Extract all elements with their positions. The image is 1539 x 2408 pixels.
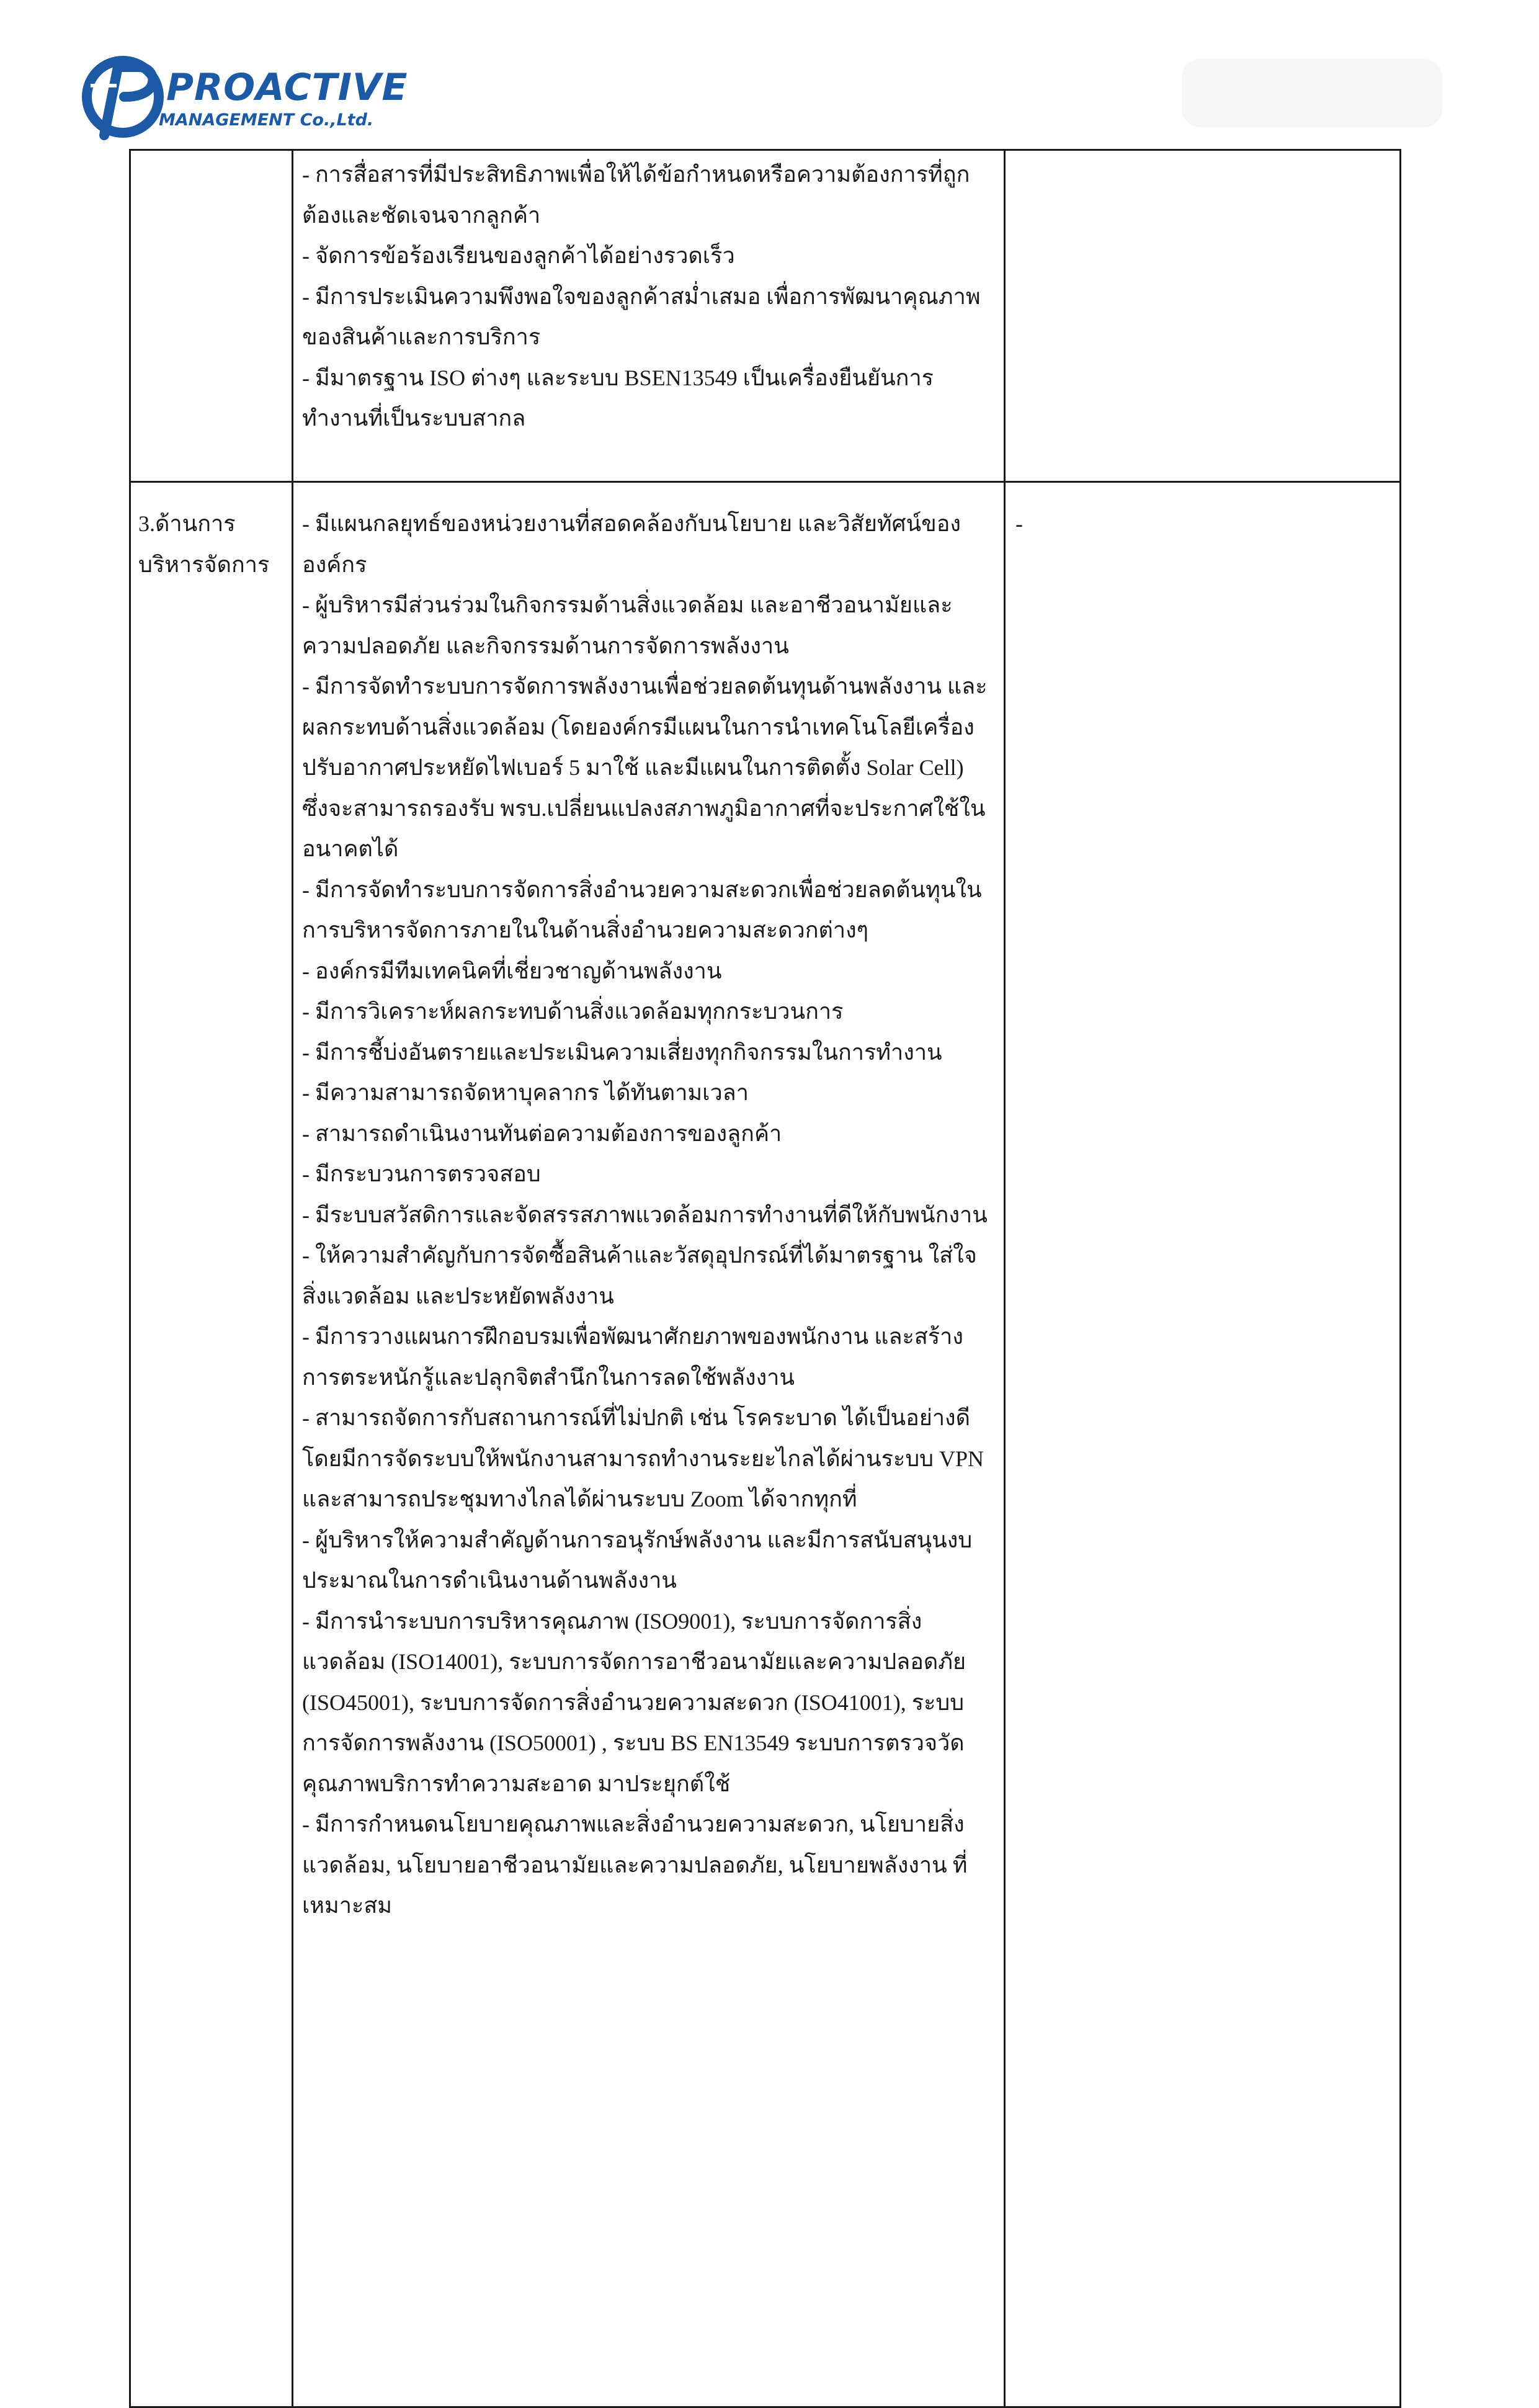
logo-wordmark: PROACTIVE (166, 66, 408, 109)
table-row (130, 150, 1401, 482)
logo-subtitle: MANAGEMENT Co.,Ltd. (159, 110, 374, 130)
note-text: - (1015, 511, 1023, 536)
table-row (130, 482, 1401, 2407)
content-table (129, 149, 1401, 2408)
category-text: 3.ด้านการบริหารจัดการ (138, 511, 270, 577)
details-text: - มีแผนกลยุทธ์ของหน่วยงานที่สอดคล้องกับนโยบาย และวิสัยทัศน์ขององค์กร - ผู้บริหารมีส่วนร่วมในกิจกรรมด้านสิ่งแวดล้อม และอาชีวอนามัยและความปลอดภัย และกิจกรรมด้านการจัดการพลังงาน - มีการจัดทำระบบการจัดการพลังงานเพื่อช่วยลดต้นทุนด้านพลังงาน และผลกระทบด้านสิ่งแวดล้อม (โดยองค์กรมีแผนในการนำเทคโนโลยีเครื่องปรับอากาศประหยัดไฟเบอร์ 5 มาใช้ และมีแผนในการติดตั้ง Solar Cell) ซึ่งจะสามารถรองรับ พรบ.เปลี่ยนแปลงสภาพภูมิอากาศที่จะประกาศใช้ในอนาคตได้ - มีการจัดทำระบบการจัดการสิ่งอำนวยความสะดวกเพื่อช่วยลดต้นทุนในการบริหารจัดการภายในในด้านสิ่งอำนวยความสะดวกต่างๆ - องค์กรมีทีมเทคนิคที่เชี่ยวชาญด้านพลังงาน - มีการวิเคราะห์ผลกระทบด้านสิ่งแวดล้อมทุกกระบวนการ - มีการชี้บ่งอันตรายและประเมินความเสี่ยงทุกกิจกรรมในการทำงาน - มีความสามารถจัดหาบุคลากร ได้ทันตามเวลา - สามารถดำเนินงานทันต่อความต้องการของลูกค้า - มีกระบวนการตรวจสอบ - มีระบบสวัสดิการและจัดสรรสภาพแวดล้อมการทำงานที่ดีให้กับพนักงาน - ให้ความสำคัญกับการจัดซื้อสินค้าและวัสดุอุปกรณ์ที่ได้มาตรฐาน ใส่ใจสิ่งแวดล้อม และประหยัดพลังงาน - มีการวางแผนการฝึกอบรมเพื่อพัฒนาศักยภาพของพนักงาน และสร้างการตระหนักรู้และปลุกจิตสำนึกในการลดใช้พลังงาน - สามารถจัดการกับสถานการณ์ที่ไม่ปกติ เช่น โรคระบาด ได้เป็นอย่างดีโดยมีการจัดระบบให้พนักงานสามารถทำงานระยะไกลได้ผ่านระบบ VPN และสามารถประชุมทางไกลได้ผ่านระบบ Zoom ได้จากทุกที่ - ผู้บริหารให้ความสำคัญด้านการอนุรักษ์พลังงาน และมีการสนับสนุนงบประมาณในการดำเนินงานด้านพลังงาน - มีการนำระบบการบริหารคุณภาพ (ISO9001), ระบบการจัดการสิ่งแวดล้อม (ISO14001), ระบบการจัดการอาชีวอนามัยและความปลอดภัย (ISO45001), ระบบการจัดการสิ่งอำนวยความสะดวก (ISO41001), ระบบการจัดการพลังงาน (ISO50001) , ระบบ BS EN13549 ระบบการตรวจวัดคุณภาพบริการทำความสะอาด มาประยุกต์ใช้ - มีการกำหนดนโยบายคุณภาพและสิ่งอำนวยความสะดวก, นโยบายสิ่งแวดล้อม, นโยบายอาชีวอนามัยและความปลอดภัย, นโยบายพลังงาน ที่เหมาะสม (302, 511, 988, 1918)
category-cell (130, 482, 293, 2407)
note-cell (1005, 150, 1401, 482)
details-cell (293, 150, 1005, 482)
details-text: - การสื่อสารที่มีประสิทธิภาพเพื่อให้ได้ข้อกำหนดหรือความต้องการที่ถูกต้องและชัดเจนจากลูกค้า - จัดการข้อร้องเรียนของลูกค้าได้อย่างรวดเร็ว - มีการประเมินความพึงพอใจของลูกค้าสม่ำเสมอ เพื่อการพัฒนาคุณภาพของสินค้าและการบริการ - มีมาตรฐาน ISO ต่างๆ และระบบ BSEN13549 เป็นเครื่องยืนยันการทำงานที่เป็นระบบสากล (302, 162, 981, 431)
faint-watermark (1182, 59, 1442, 127)
note-cell (1005, 482, 1401, 2407)
details-cell (293, 482, 1005, 2407)
category-cell (130, 150, 293, 482)
company-logo (79, 48, 408, 141)
